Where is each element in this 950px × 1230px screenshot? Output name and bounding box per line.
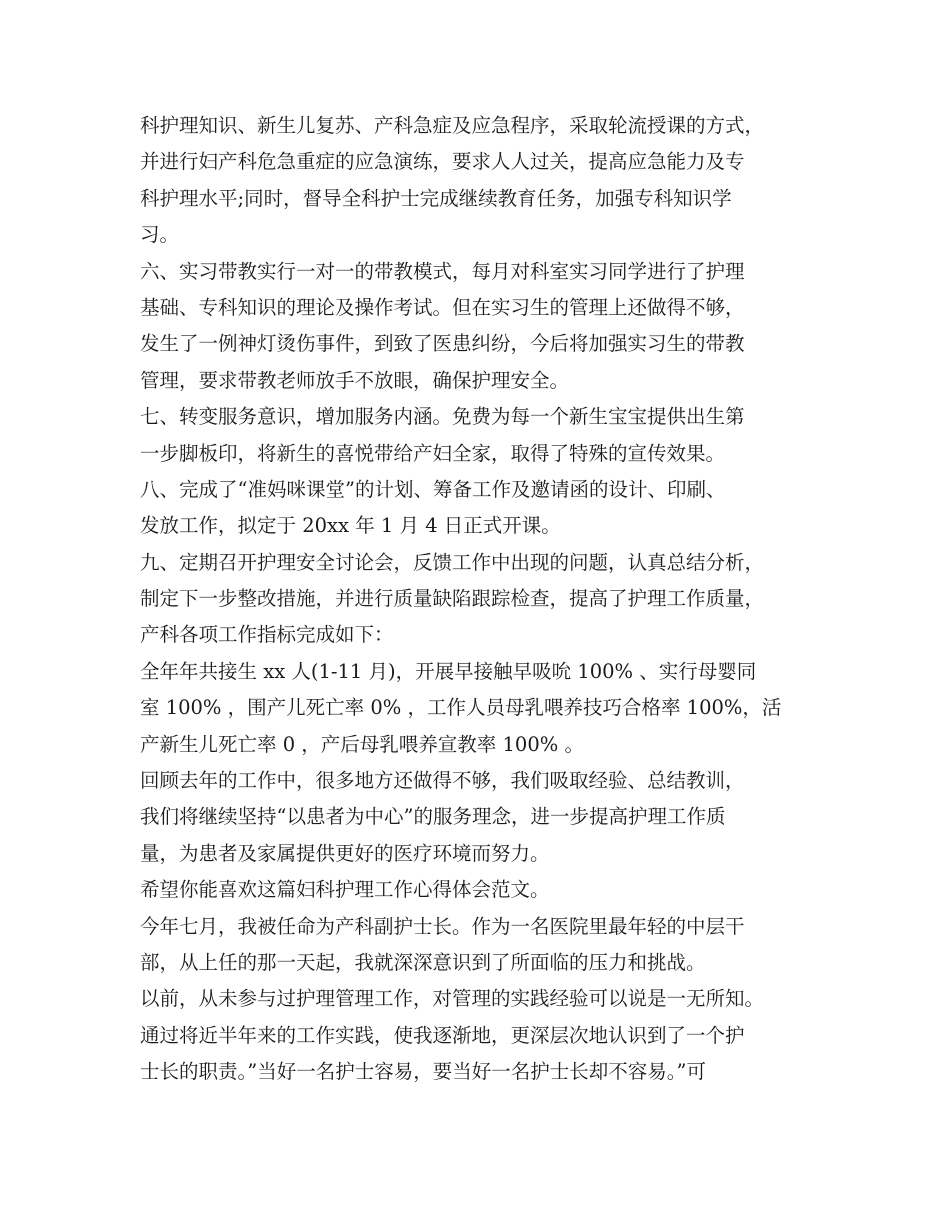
text-line: 六、实习带教实行一对一的带教模式，每月对科室实习同学进行了护理 [140, 259, 745, 283]
text-line: 习。 [140, 223, 180, 247]
text-line: 并进行妇产科危急重症的应急演练，要求人人过关，提高应急能力及专 [140, 150, 745, 174]
text-line: 以前，从未参与过护理管理工作，对管理的实践经验可以说是一无所知。 [140, 987, 765, 1011]
text-line: 量，为患者及家属提供更好的医疗环境而努力。 [140, 841, 550, 865]
text-line: 希望你能喜欢这篇妇科护理工作心得体会范文。 [140, 878, 550, 902]
text-line: 发放工作，拟定于 20xx 年 1 月 4 日正式开课。 [140, 514, 561, 538]
text-line: 回顾去年的工作中，很多地方还做得不够，我们吸取经验、总结教训， [140, 769, 745, 793]
text-line: 制定下一步整改措施，并进行质量缺陷跟踪检查，提高了护理工作质量， [140, 587, 765, 611]
text-line: 全年年共接生 xx 人(1-11 月)，开展早接触早吸吮 100% 、实行母婴同 [140, 659, 757, 683]
text-line: 八、完成了“准妈咪课堂”的计划、筹备工作及邀请函的设计、印刷、 [140, 477, 726, 501]
text-line: 一步脚板印，将新生的喜悦带给产妇全家，取得了特殊的宣传效果。 [140, 441, 726, 465]
text-line: 基础、专科知识的理论及操作考试。但在实习生的管理上还做得不够， [140, 295, 745, 319]
text-line: 通过将近半年来的工作实践，使我逐渐地，更深层次地认识到了一个护 [140, 1023, 745, 1047]
text-line: 部，从上任的那一天起，我就深深意识到了所面临的压力和挑战。 [140, 950, 706, 974]
text-line: 发生了一例神灯烫伤事件，到致了医患纠纷，今后将加强实习生的带教 [140, 332, 745, 356]
text-line: 今年七月，我被任命为产科副护士长。作为一名医院里最年轻的中层干 [140, 914, 745, 938]
text-line: 科护理水平;同时，督导全科护士完成继续教育任务，加强专科知识学 [140, 186, 732, 210]
text-line: 管理，要求带教老师放手不放眼，确保护理安全。 [140, 368, 570, 392]
text-line: 室 100% ，围产儿死亡率 0% ，工作人员母乳喂养技巧合格率 100%，活 [140, 696, 782, 720]
text-line: 七、转变服务意识，增加服务内涵。免费为每一个新生宝宝提供出生第 [140, 405, 745, 429]
document-body [140, 108, 840, 1091]
text-line: 九、定期召开护理安全讨论会，反馈工作中出现的问题，认真总结分析， [140, 550, 765, 574]
text-line: 士长的职责。”当好一名护士容易，要当好一名护士长却不容易。”可 [140, 1060, 706, 1084]
text-line: 产新生儿死亡率 0 ，产后母乳喂养宣教率 100% 。 [140, 732, 584, 756]
text-line: 产科各项工作指标完成如下： [140, 623, 394, 647]
text-line: 科护理知识、新生儿复苏、产科急症及应急程序，采取轮流授课的方式， [140, 114, 765, 137]
text-line: 我们将继续坚持“以患者为中心”的服务理念，进一步提高护理工作质 [140, 805, 726, 829]
